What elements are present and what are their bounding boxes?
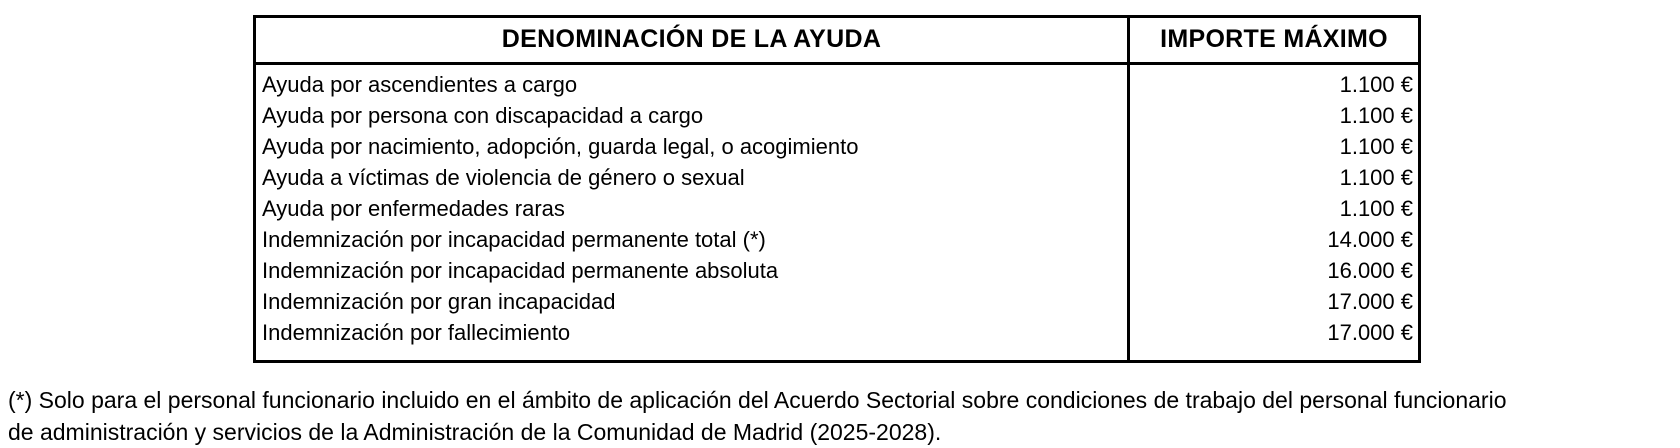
table-row xyxy=(255,131,1420,162)
aid-amount-cell: 14.000 € xyxy=(1129,224,1420,255)
footnote-line-1: (*) Solo para el personal funcionario incluido en el ámbito de aplicación del Acuerdo Sectorial sobre condiciones de trabajo del personal funcionario xyxy=(8,387,1507,413)
aid-amount-cell: 1.100 € xyxy=(1129,131,1420,162)
aid-name-cell: Indemnización por fallecimiento xyxy=(262,320,571,345)
aid-name-cell: Ayuda por persona con discapacidad a cargo xyxy=(262,103,704,128)
table-row xyxy=(255,162,1420,193)
aid-amount-cell: 17.000 € xyxy=(1129,286,1420,317)
table-row xyxy=(255,100,1420,131)
aid-table xyxy=(253,15,1421,363)
aid-name-cell: Indemnización por incapacidad permanente absoluta xyxy=(262,258,779,283)
aid-amount-cell: 1.100 € xyxy=(1129,64,1420,101)
table-row xyxy=(255,64,1420,101)
aid-name-cell: Indemnización por gran incapacidad xyxy=(262,289,616,314)
table-header-row xyxy=(255,17,1420,64)
aid-name-cell: Ayuda por enfermedades raras xyxy=(262,196,565,221)
aid-name-cell: Indemnización por incapacidad permanente total (*) xyxy=(262,227,766,252)
aid-amount-cell: 1.100 € xyxy=(1129,193,1420,224)
table-row xyxy=(255,255,1420,286)
column-header-denominacion: DENOMINACIÓN DE LA AYUDA xyxy=(255,17,1129,64)
table-row xyxy=(255,286,1420,317)
aid-amount-cell: 17.000 € xyxy=(1129,317,1420,362)
footnote-line-2: de administración y servicios de la Administración de la Comunidad de Madrid (2025-2028). xyxy=(8,419,942,445)
footnote xyxy=(8,384,1506,448)
aid-amount-cell: 1.100 € xyxy=(1129,100,1420,131)
aid-name-cell: Ayuda a víctimas de violencia de género o sexual xyxy=(262,165,745,190)
table-body xyxy=(255,64,1420,362)
table-row xyxy=(255,193,1420,224)
aid-amount-cell: 1.100 € xyxy=(1129,162,1420,193)
aid-amount-cell: 16.000 € xyxy=(1129,255,1420,286)
aid-name-cell: Ayuda por ascendientes a cargo xyxy=(262,72,578,97)
column-header-importe-maximo: IMPORTE MÁXIMO xyxy=(1129,17,1420,64)
table-row xyxy=(255,317,1420,362)
table-row xyxy=(255,224,1420,255)
aid-name-cell: Ayuda por nacimiento, adopción, guarda legal, o acogimiento xyxy=(262,134,859,159)
